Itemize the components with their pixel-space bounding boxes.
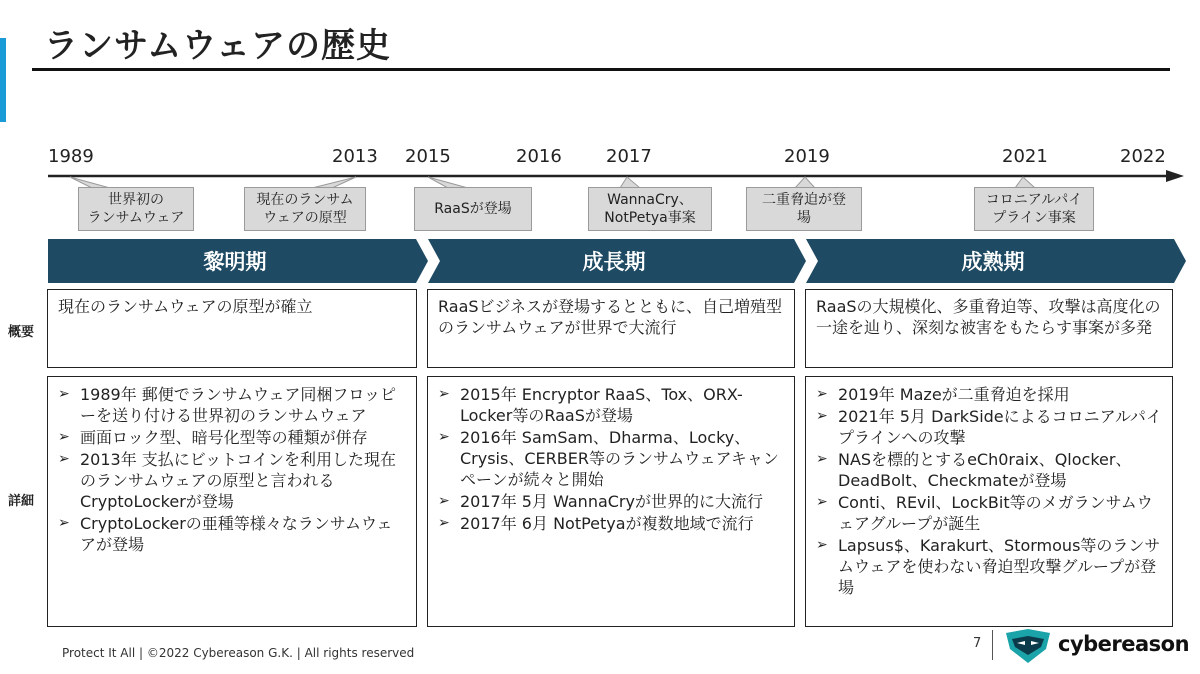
list-item: [56, 384, 408, 426]
list-item-text: 1989年 郵便でランサムウェア同梱フロッピーを送り付ける世界初のランサムウェア: [80, 385, 397, 425]
list-item-text: Lapsus$、Karakurt、Stormous等のランサムウェアを使わない脅迫型攻撃グループが登場: [838, 536, 1161, 597]
arrow-bullet-icon: ➢: [58, 386, 70, 402]
list-item: [56, 513, 408, 555]
list-item-text: 2016年 SamSam、Dharma、Locky、Crysis、CERBER等のランサムウェアキャンペーンが続々と開始: [460, 428, 779, 489]
timeline-arrowhead: [1166, 170, 1184, 182]
event-box-prototype: 現在のランサム ウェアの原型: [244, 187, 366, 231]
summary-panel-growth: [427, 289, 795, 368]
list-item: [814, 406, 1164, 448]
event-box-raas: RaaSが登場: [414, 187, 532, 231]
footer-divider: [992, 630, 993, 660]
footer-copyright: Protect It All | ©2022 Cybereason G.K. | All rights reserved: [62, 646, 415, 660]
phase-label-dawn: 黎明期: [203, 250, 267, 274]
list-item: [814, 384, 1164, 405]
arrow-bullet-icon: ➢: [438, 493, 450, 509]
list-item: [814, 449, 1164, 491]
year-label-2013: 2013: [332, 146, 378, 167]
arrow-bullet-icon: ➢: [438, 429, 450, 445]
detail-list-growth: [436, 384, 786, 534]
list-item-text: NASを標的とするeCh0raix、Qlocker、DeadBolt、Checkmateが登場: [838, 450, 1132, 490]
list-item: [436, 427, 786, 490]
list-item-text: 2017年 6月 NotPetyaが複数地域で流行: [460, 514, 754, 533]
page-number: 7: [973, 636, 982, 651]
list-item-text: 2015年 Encryptor RaaS、Tox、ORX-Locker等のRaaSが登場: [460, 385, 743, 425]
detail-list-maturity: [814, 384, 1164, 598]
arrow-bullet-icon: ➢: [816, 537, 828, 553]
list-item: [436, 384, 786, 426]
detail-list-dawn: [56, 384, 408, 555]
phase-label-maturity: 成熟期: [961, 250, 1025, 274]
year-label-1989: 1989: [48, 146, 94, 167]
arrow-bullet-icon: ➢: [58, 451, 70, 467]
brand-logo-text: cybereason: [1058, 632, 1190, 656]
summary-panel-maturity: [805, 289, 1173, 368]
event-box-double-extortion: 二重脅迫が登 場: [746, 187, 862, 231]
arrow-bullet-icon: ➢: [816, 386, 828, 402]
list-item: [436, 491, 786, 512]
list-item: [814, 492, 1164, 534]
arrow-bullet-icon: ➢: [438, 386, 450, 402]
list-item-text: 2021年 5月 DarkSideによるコロニアルパイプラインへの攻撃: [838, 407, 1162, 447]
list-item-text: 2017年 5月 WannaCryが世界的に大流行: [460, 492, 763, 511]
row-label-summary: 概要: [8, 325, 35, 340]
detail-panel-growth: [427, 376, 795, 627]
cybereason-logo-icon: [1004, 629, 1052, 663]
year-label-2021: 2021: [1002, 146, 1048, 167]
event-box-first-ransomware: 世界初の ランサムウェア: [78, 187, 194, 231]
list-item-text: 2019年 Mazeが二重脅迫を採用: [838, 385, 1070, 404]
page-title: ランサムウェアの歴史: [44, 26, 391, 66]
list-item-text: Conti、REvil、LockBit等のメガランサムウェアグループが誕生: [838, 493, 1153, 533]
list-item-text: 2013年 支払にビットコインを利用した現在のランサムウェアの原型と言われるCryptoLockerが登場: [80, 450, 397, 511]
year-label-2017: 2017: [606, 146, 652, 167]
arrow-bullet-icon: ➢: [816, 451, 828, 467]
year-label-2015: 2015: [405, 146, 451, 167]
arrow-bullet-icon: ➢: [816, 408, 828, 424]
list-item: [814, 535, 1164, 598]
year-label-2022: 2022: [1120, 146, 1166, 167]
arrow-bullet-icon: ➢: [438, 515, 450, 531]
summary-text-growth: RaaSビジネスが登場するとともに、自己増殖型のランサムウェアが世界で大流行: [438, 297, 783, 337]
summary-text-dawn: 現在のランサムウェアの原型が確立: [58, 297, 313, 316]
event-box-colonial-pipeline: コロニアルパイ プライン事案: [974, 187, 1094, 231]
list-item-text: CryptoLockerの亜種等様々なランサムウェアが登場: [80, 514, 393, 554]
arrow-bullet-icon: ➢: [816, 494, 828, 510]
summary-text-maturity: RaaSの大規模化、多重脅迫等、攻撃は高度化の一途を辿り、深刻な被害をもたらす事案が多発: [816, 297, 1161, 337]
row-label-detail: 詳細: [8, 494, 35, 509]
summary-panel-dawn: [47, 289, 417, 368]
arrow-bullet-icon: ➢: [58, 429, 70, 445]
phase-label-growth: 成長期: [582, 250, 646, 274]
year-label-2019: 2019: [784, 146, 830, 167]
event-box-wannacry-notpetya: WannaCry、 NotPetya事案: [588, 187, 712, 231]
list-item: [56, 427, 408, 448]
detail-panel-dawn: [47, 376, 417, 627]
detail-panel-maturity: [805, 376, 1173, 627]
timeline-graphic: [0, 0, 1200, 300]
arrow-bullet-icon: ➢: [58, 515, 70, 531]
year-label-2016: 2016: [516, 146, 562, 167]
list-item-text: 画面ロック型、暗号化型等の種類が併存: [80, 428, 368, 447]
list-item: [56, 449, 408, 512]
list-item: [436, 513, 786, 534]
